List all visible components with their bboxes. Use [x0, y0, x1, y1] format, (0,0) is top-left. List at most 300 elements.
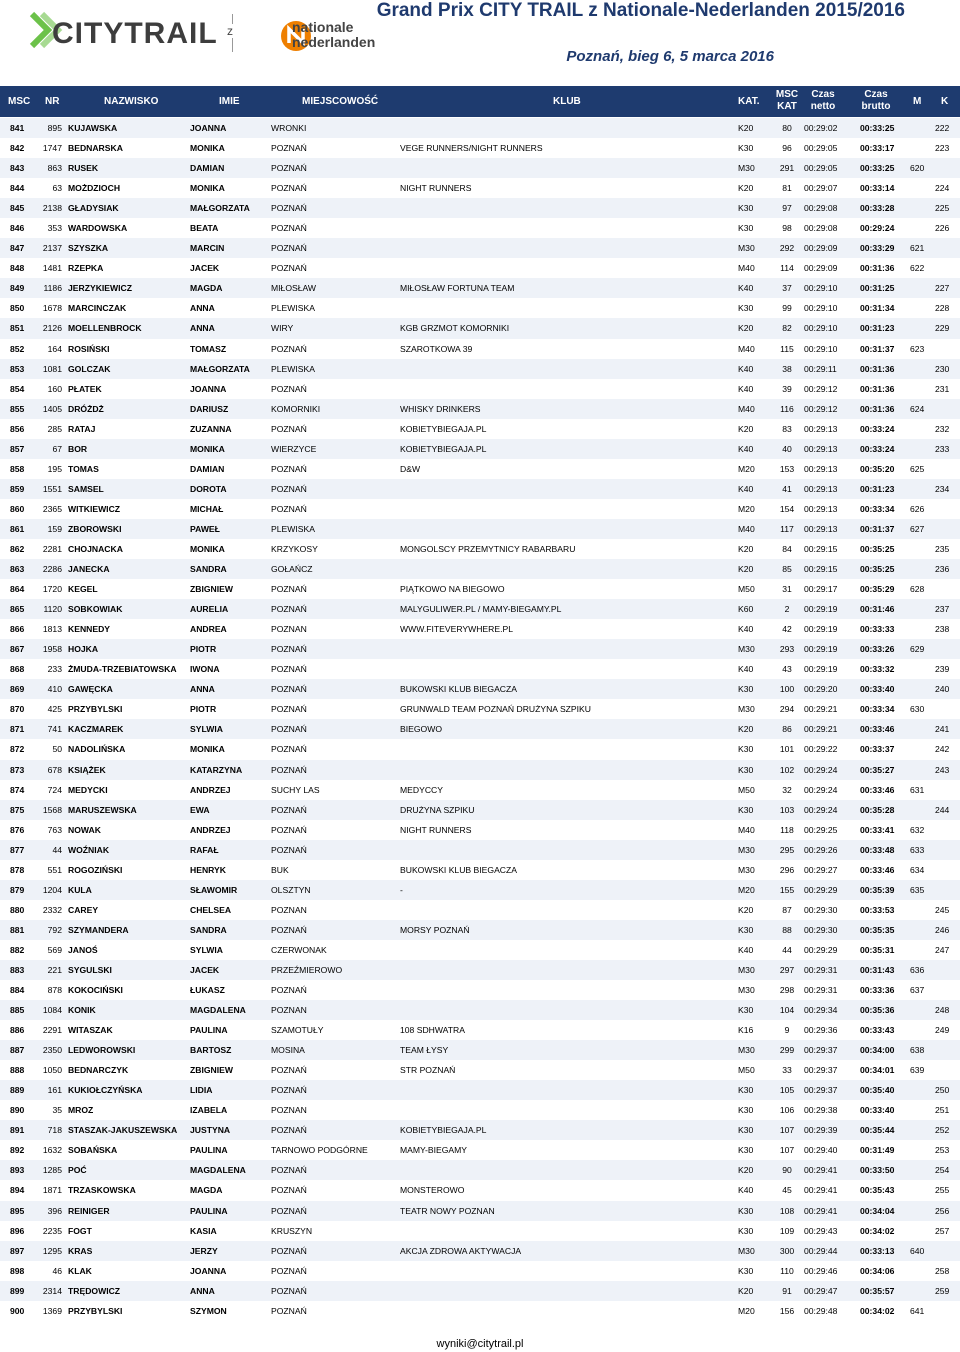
- cell-msc-kat: 292: [779, 243, 795, 254]
- cell-kat: K40: [738, 483, 754, 494]
- cell-nazwisko: WOŹNIAK: [68, 844, 110, 855]
- cell-nazwisko: TRĘDOWICZ: [68, 1285, 121, 1296]
- cell-msc-kat: 97: [782, 203, 792, 214]
- col-msc-kat-line2: KAT: [777, 101, 797, 112]
- cell-nr: 792: [47, 924, 62, 935]
- cell-msc: 844: [10, 183, 25, 194]
- cell-kat: M20: [738, 884, 755, 895]
- cell-nr: 2314: [42, 1285, 62, 1296]
- cell-nr: 678: [47, 764, 62, 775]
- cell-miejscowosc: OLSZTYN: [271, 884, 311, 895]
- cell-czas-brutto: 00:34:02: [860, 1225, 895, 1236]
- cell-msc-kat: 2: [784, 604, 790, 615]
- cell-msc: 869: [10, 684, 25, 695]
- table-row: [0, 940, 960, 960]
- cell-kat: K30: [738, 1205, 754, 1216]
- cell-klub: MALYGULIWER.PL / MAMY-BIEGAMY.PL: [400, 604, 562, 615]
- table-row: [0, 439, 960, 459]
- cell-czas-brutto: 00:33:33: [860, 624, 895, 635]
- cell-msc: 877: [10, 844, 25, 855]
- cell-nazwisko: PRZYBYLSKI: [68, 704, 123, 715]
- cell-kat: M50: [738, 584, 755, 595]
- cell-miejscowosc: WIRY: [271, 323, 294, 334]
- cell-czas-netto: 00:29:31: [804, 985, 838, 996]
- cell-msc: 891: [10, 1125, 25, 1136]
- cell-imie: MONIKA: [190, 143, 225, 154]
- cell-k-place: 229: [935, 323, 950, 334]
- cell-czas-netto: 00:29:17: [804, 584, 838, 595]
- cell-nr: 2365: [42, 503, 62, 514]
- cell-kat: M30: [738, 163, 755, 174]
- cell-miejscowosc: POZNAN: [271, 904, 307, 915]
- cell-czas-brutto: 00:33:14: [860, 183, 895, 194]
- cell-czas-brutto: 00:33:40: [860, 684, 895, 695]
- cell-msc-kat: 296: [779, 864, 795, 875]
- cell-k-place: 246: [935, 924, 950, 935]
- cell-kat: K30: [738, 203, 754, 214]
- cell-nr: 164: [47, 343, 62, 354]
- cell-msc: 851: [10, 323, 25, 334]
- cell-msc: 875: [10, 804, 25, 815]
- cell-kat: K30: [738, 744, 754, 755]
- table-row: [0, 1060, 960, 1080]
- table-row: [0, 699, 960, 719]
- cell-m-place: 622: [910, 263, 925, 274]
- cell-kat: K20: [738, 543, 754, 554]
- cell-kat: M40: [738, 403, 755, 414]
- table-row: [0, 659, 960, 679]
- cell-nazwisko: KONIK: [68, 1005, 96, 1016]
- cell-nr: 195: [47, 463, 62, 474]
- cell-msc-kat: 110: [780, 1265, 794, 1276]
- cell-miejscowosc: POZNAŃ: [271, 1205, 307, 1216]
- table-row: [0, 1020, 960, 1040]
- table-row: [0, 178, 960, 198]
- cell-czas-brutto: 00:33:29: [860, 243, 895, 254]
- cell-msc: 881: [10, 924, 25, 935]
- cell-imie: BEATA: [190, 223, 219, 234]
- cell-kat: M30: [738, 644, 755, 655]
- cell-msc: 871: [10, 724, 25, 735]
- table-row: [0, 900, 960, 920]
- cell-msc: 888: [10, 1065, 25, 1076]
- cell-miejscowosc: PLEWISKA: [271, 523, 315, 534]
- cell-k-place: 238: [935, 624, 950, 635]
- cell-czas-brutto: 00:35:27: [860, 764, 895, 775]
- cell-msc-kat: 154: [779, 503, 795, 514]
- cell-k-place: 242: [935, 744, 950, 755]
- cell-k-place: 245: [935, 904, 950, 915]
- cell-imie: IZABELA: [190, 1105, 228, 1116]
- cell-nazwisko: SZYSZKA: [68, 243, 109, 254]
- cell-czas-brutto: 00:33:50: [860, 1165, 895, 1176]
- cell-nr: 1720: [42, 584, 62, 595]
- cell-czas-netto: 00:29:07: [804, 183, 838, 194]
- cell-czas-netto: 00:29:41: [804, 1205, 838, 1216]
- cell-klub: MEDYCCY: [400, 784, 443, 795]
- cell-nr: 551: [47, 864, 62, 875]
- cell-nr: 353: [47, 223, 62, 234]
- cell-msc-kat: 38: [782, 363, 792, 374]
- cell-czas-netto: 00:29:13: [804, 503, 838, 514]
- col-nazwisko: NAZWISKO: [104, 96, 159, 107]
- cell-msc: 892: [10, 1145, 25, 1156]
- table-row: [0, 1140, 960, 1160]
- cell-k-place: 233: [935, 443, 950, 454]
- cell-czas-netto: 00:29:13: [804, 463, 838, 474]
- cell-nr: 2235: [42, 1225, 62, 1236]
- cell-czas-brutto: 00:35:25: [860, 543, 895, 554]
- col-klub: KLUB: [553, 96, 581, 107]
- cell-czas-netto: 00:29:19: [804, 624, 838, 635]
- col-msc: MSC: [8, 96, 31, 107]
- cell-nr: 160: [47, 383, 62, 394]
- cell-miejscowosc: BUK: [271, 864, 289, 875]
- cell-miejscowosc: POZNAŃ: [271, 223, 307, 234]
- cell-czas-brutto: 00:33:26: [860, 644, 895, 655]
- cell-miejscowosc: POZNAŃ: [271, 1185, 307, 1196]
- cell-nr: 63: [52, 183, 62, 194]
- table-row: [0, 920, 960, 940]
- cell-miejscowosc: POZNAŃ: [271, 1285, 307, 1296]
- cell-klub: GRUNWALD TEAM POZNAŃ DRUŻYNA SZPIKU: [400, 704, 591, 715]
- cell-klub: MONSTEROWO: [400, 1185, 465, 1196]
- cell-msc: 893: [10, 1165, 25, 1176]
- cell-nazwisko: KEGEL: [68, 584, 98, 595]
- cell-m-place: 639: [910, 1065, 925, 1076]
- table-row: [0, 1000, 960, 1020]
- cell-klub: KOBIETYBIEGAJA.PL: [400, 423, 487, 434]
- cell-m-place: 630: [910, 704, 925, 715]
- cell-klub: BUKOWSKI KLUB BIEGACZA: [400, 684, 517, 695]
- cell-nazwisko: SOBKOWIAK: [68, 604, 123, 615]
- cell-miejscowosc: POZNAŃ: [271, 383, 307, 394]
- cell-miejscowosc: SUCHY LAS: [271, 784, 320, 795]
- cell-msc: 857: [10, 443, 25, 454]
- cell-msc-kat: 40: [782, 443, 792, 454]
- cell-czas-brutto: 00:31:36: [860, 363, 895, 374]
- cell-kat: K40: [738, 443, 754, 454]
- cell-msc: 862: [10, 543, 25, 554]
- cell-msc: 864: [10, 584, 25, 595]
- cell-nr: 1405: [42, 403, 62, 414]
- cell-czas-netto: 00:29:37: [804, 1065, 838, 1076]
- cell-klub: BIEGOWO: [400, 724, 443, 735]
- cell-msc: 861: [10, 523, 25, 534]
- table-row: [0, 1080, 960, 1100]
- cell-k-place: 251: [935, 1105, 950, 1116]
- table-row: [0, 1261, 960, 1281]
- cell-k-place: 226: [935, 223, 950, 234]
- cell-czas-brutto: 00:33:25: [860, 163, 895, 174]
- cell-nr: 1678: [42, 303, 62, 314]
- cell-msc-kat: 44: [782, 944, 792, 955]
- cell-nazwisko: PRZYBYLSKI: [68, 1305, 123, 1316]
- table-row: [0, 1221, 960, 1241]
- cell-czas-netto: 00:29:15: [804, 543, 838, 554]
- cell-klub: MIŁOSŁAW FORTUNA TEAM: [400, 283, 515, 294]
- cell-msc-kat: 37: [782, 283, 792, 294]
- cell-msc-kat: 107: [779, 1145, 795, 1156]
- cell-msc-kat: 105: [779, 1085, 795, 1096]
- cell-kat: K40: [738, 624, 754, 635]
- cell-czas-netto: 00:29:25: [804, 824, 838, 835]
- cell-kat: K20: [738, 123, 754, 133]
- cell-nr: 1747: [42, 143, 62, 154]
- cell-msc: 889: [10, 1085, 25, 1096]
- cell-msc-kat: 96: [782, 143, 792, 154]
- cell-m-place: 626: [910, 503, 925, 514]
- cell-kat: K30: [738, 684, 754, 695]
- cell-msc-kat: 32: [782, 784, 792, 795]
- cell-m-place: 625: [910, 463, 925, 474]
- cell-czas-netto: 00:29:21: [804, 704, 838, 715]
- cell-k-place: 241: [935, 724, 950, 735]
- cell-nazwisko: RATAJ: [68, 423, 96, 434]
- cell-nazwisko: JERZYKIEWICZ: [68, 283, 132, 294]
- cell-czas-netto: 00:29:24: [804, 804, 838, 815]
- cell-nr: 569: [47, 944, 62, 955]
- cell-msc: 852: [10, 343, 25, 354]
- cell-kat: K20: [738, 1165, 754, 1176]
- cell-nr: 44: [52, 844, 62, 855]
- cell-czas-netto: 00:29:10: [804, 283, 838, 294]
- cell-msc-kat: 81: [782, 183, 792, 194]
- page-subtitle: Poznań, bieg 6, 5 marca 2016: [566, 48, 774, 65]
- cell-k-place: 231: [935, 383, 950, 394]
- cell-msc-kat: 108: [779, 1205, 795, 1216]
- cell-kat: M40: [738, 263, 755, 274]
- cell-nazwisko: JANOŚ: [68, 944, 98, 955]
- cell-msc-kat: 103: [779, 804, 795, 815]
- cell-czas-brutto: 00:35:36: [860, 1005, 895, 1016]
- cell-k-place: 254: [935, 1165, 950, 1176]
- table-row: [0, 318, 960, 338]
- cell-czas-netto: 00:29:22: [804, 744, 838, 755]
- cell-nr: 221: [47, 964, 62, 975]
- cell-miejscowosc: POZNAŃ: [271, 804, 307, 815]
- cell-msc: 895: [10, 1205, 25, 1216]
- cell-czas-netto: 00:29:05: [804, 143, 838, 154]
- cell-miejscowosc: POZNAŃ: [271, 644, 307, 655]
- cell-miejscowosc: POZNAŃ: [271, 183, 307, 194]
- cell-msc-kat: 86: [782, 724, 792, 735]
- cell-k-place: 244: [935, 804, 950, 815]
- cell-czas-brutto: 00:35:44: [860, 1125, 895, 1136]
- cell-nazwisko: GŁADYSIAK: [68, 203, 119, 214]
- cell-msc: 899: [10, 1285, 25, 1296]
- cell-nr: 763: [47, 824, 62, 835]
- cell-kat: K30: [738, 1145, 754, 1156]
- cell-kat: M30: [738, 243, 755, 254]
- cell-nazwisko: SOBAŃSKA: [68, 1145, 118, 1156]
- cell-nazwisko: KSIĄŻEK: [68, 764, 106, 775]
- cell-m-place: 640: [910, 1245, 925, 1256]
- cell-czas-netto: 00:29:15: [804, 564, 838, 575]
- cell-m-place: 633: [910, 844, 925, 855]
- cell-miejscowosc: MIŁOSŁAW: [271, 283, 317, 294]
- cell-czas-brutto: 00:34:02: [860, 1305, 895, 1316]
- cell-k-place: 228: [935, 303, 950, 314]
- col-k: K: [941, 96, 949, 107]
- cell-kat: K30: [738, 764, 754, 775]
- cell-msc: 841: [10, 123, 25, 133]
- table-row: [0, 559, 960, 579]
- cell-imie: ZBIGNIEW: [190, 1065, 233, 1076]
- cell-klub: PIĄTKOWO NA BIEGOWO: [400, 584, 505, 595]
- cell-msc: 859: [10, 483, 25, 494]
- table-row: [0, 238, 960, 258]
- cell-imie: MICHAŁ: [190, 503, 224, 514]
- cell-klub: NIGHT RUNNERS: [400, 183, 472, 194]
- cell-klub: VEGE RUNNERS/NIGHT RUNNERS: [400, 143, 543, 154]
- table-row: [0, 158, 960, 178]
- cell-kat: M30: [738, 704, 755, 715]
- cell-msc-kat: 83: [782, 423, 792, 434]
- table-row: [0, 639, 960, 659]
- cell-msc-kat: 31: [782, 584, 792, 595]
- cell-czas-brutto: 00:31:49: [860, 1145, 895, 1156]
- cell-msc-kat: 295: [779, 844, 795, 855]
- cell-msc: 880: [10, 904, 25, 915]
- cell-kat: K40: [738, 944, 754, 955]
- cell-czas-brutto: 00:35:40: [860, 1085, 895, 1096]
- cell-nazwisko: HOJKA: [68, 644, 99, 655]
- cell-czas-brutto: 00:33:13: [860, 1245, 895, 1256]
- cell-nr: 67: [52, 443, 62, 454]
- cell-k-place: 250: [935, 1085, 950, 1096]
- cell-msc: 900: [10, 1305, 25, 1316]
- cell-miejscowosc: TARNOWO PODGÓRNE: [271, 1145, 368, 1156]
- cell-czas-brutto: 00:33:46: [860, 864, 895, 875]
- cell-msc-kat: 39: [782, 383, 792, 394]
- cell-czas-brutto: 00:33:48: [860, 844, 895, 855]
- cell-k-place: 237: [935, 604, 950, 615]
- cell-kat: K40: [738, 383, 754, 394]
- cell-m-place: 636: [910, 964, 925, 975]
- cell-kat: K20: [738, 564, 754, 575]
- cell-nazwisko: SAMSEL: [68, 483, 104, 494]
- table-row: [0, 118, 960, 138]
- cell-czas-brutto: 00:35:29: [860, 584, 895, 595]
- cell-czas-brutto: 00:35:28: [860, 804, 895, 815]
- cell-miejscowosc: POZNAŃ: [271, 163, 307, 174]
- table-row: [0, 138, 960, 158]
- cell-k-place: 259: [935, 1285, 950, 1296]
- cell-msc-kat: 109: [779, 1225, 795, 1236]
- cell-nr: 161: [47, 1085, 62, 1096]
- cell-kat: M50: [738, 1065, 755, 1076]
- partner-line-2: nederlanden: [292, 34, 376, 50]
- cell-czas-brutto: 00:33:43: [860, 1025, 895, 1036]
- cell-nr: 1481: [42, 263, 62, 274]
- cell-msc: 883: [10, 964, 25, 975]
- cell-msc: 867: [10, 644, 25, 655]
- cell-imie: PIOTR: [190, 704, 217, 715]
- cell-miejscowosc: PLEWISKA: [271, 363, 315, 374]
- cell-klub: NIGHT RUNNERS: [400, 824, 472, 835]
- cell-czas-netto: 00:29:08: [804, 223, 838, 234]
- cell-msc: 887: [10, 1045, 25, 1056]
- cell-kat: M30: [738, 1045, 755, 1056]
- cell-klub: 108 SDHWATRA: [400, 1025, 465, 1036]
- cell-k-place: 235: [935, 543, 950, 554]
- cell-msc: 863: [10, 564, 25, 575]
- cell-nr: 2350: [42, 1045, 62, 1056]
- table-row: [0, 379, 960, 399]
- cell-nazwisko: WARDOWSKA: [68, 223, 128, 234]
- cell-m-place: 634: [910, 864, 925, 875]
- cell-nr: 878: [47, 985, 62, 996]
- cell-imie: JUSTYNA: [190, 1125, 231, 1136]
- results-table-body: [0, 118, 960, 1321]
- cell-imie: MONIKA: [190, 443, 225, 454]
- cell-imie: KASIA: [190, 1225, 217, 1236]
- cell-nr: 2138: [42, 203, 62, 214]
- cell-miejscowosc: PRZEŹMIEROWO: [271, 964, 343, 975]
- cell-msc: 860: [10, 503, 25, 514]
- cell-kat: M20: [738, 463, 755, 474]
- cell-nazwisko: KRAS: [68, 1245, 93, 1256]
- cell-msc: 879: [10, 884, 25, 895]
- cell-msc: 853: [10, 363, 25, 374]
- cell-msc: 897: [10, 1245, 25, 1256]
- table-header: [0, 86, 960, 117]
- cell-kat: K40: [738, 1185, 754, 1196]
- col-nr: NR: [45, 96, 60, 107]
- cell-nr: 1568: [42, 804, 62, 815]
- table-row: [0, 459, 960, 479]
- cell-nazwisko: POĆ: [68, 1165, 87, 1176]
- table-row: [0, 579, 960, 599]
- cell-k-place: 253: [935, 1145, 950, 1156]
- cell-miejscowosc: GOŁAŃCZ: [271, 564, 313, 575]
- cell-msc-kat: 114: [780, 263, 794, 274]
- cell-czas-brutto: 00:33:36: [860, 985, 895, 996]
- cell-m-place: 628: [910, 584, 925, 595]
- cell-klub: STR POZNAŃ: [400, 1065, 456, 1076]
- cell-nazwisko: TOMAS: [68, 463, 99, 474]
- cell-klub: MONGOLSCY PRZEMYTNICY RABARBARU: [400, 543, 576, 554]
- cell-kat: K20: [738, 904, 754, 915]
- table-row: [0, 840, 960, 860]
- cell-miejscowosc: POZNAŃ: [271, 423, 307, 434]
- cell-msc-kat: 42: [782, 624, 792, 635]
- cell-klub: KOBIETYBIEGAJA.PL: [400, 1125, 487, 1136]
- cell-msc-kat: 33: [782, 1065, 792, 1076]
- col-imie: IMIE: [219, 96, 240, 107]
- cell-czas-netto: 00:29:08: [804, 203, 838, 214]
- cell-miejscowosc: POZNAŃ: [271, 604, 307, 615]
- cell-msc: 870: [10, 704, 25, 715]
- cell-kat: K16: [738, 1025, 754, 1036]
- cell-czas-brutto: 00:35:20: [860, 463, 895, 474]
- table-row: [0, 419, 960, 439]
- cell-msc-kat: 102: [779, 764, 795, 775]
- cell-imie: DAMIAN: [190, 163, 225, 174]
- cell-czas-netto: 00:29:44: [804, 1245, 838, 1256]
- cell-klub: D&W: [400, 463, 421, 474]
- cell-msc: 898: [10, 1265, 25, 1276]
- table-row: [0, 479, 960, 499]
- table-row: [0, 1100, 960, 1120]
- cell-imie: ANDREA: [190, 624, 227, 635]
- cell-czas-netto: 00:29:10: [804, 343, 838, 354]
- cell-imie: DAMIAN: [190, 463, 225, 474]
- cell-imie: MAGDALENA: [190, 1005, 246, 1016]
- cell-imie: JACEK: [190, 964, 220, 975]
- cell-miejscowosc: SZAMOTUŁY: [271, 1025, 324, 1036]
